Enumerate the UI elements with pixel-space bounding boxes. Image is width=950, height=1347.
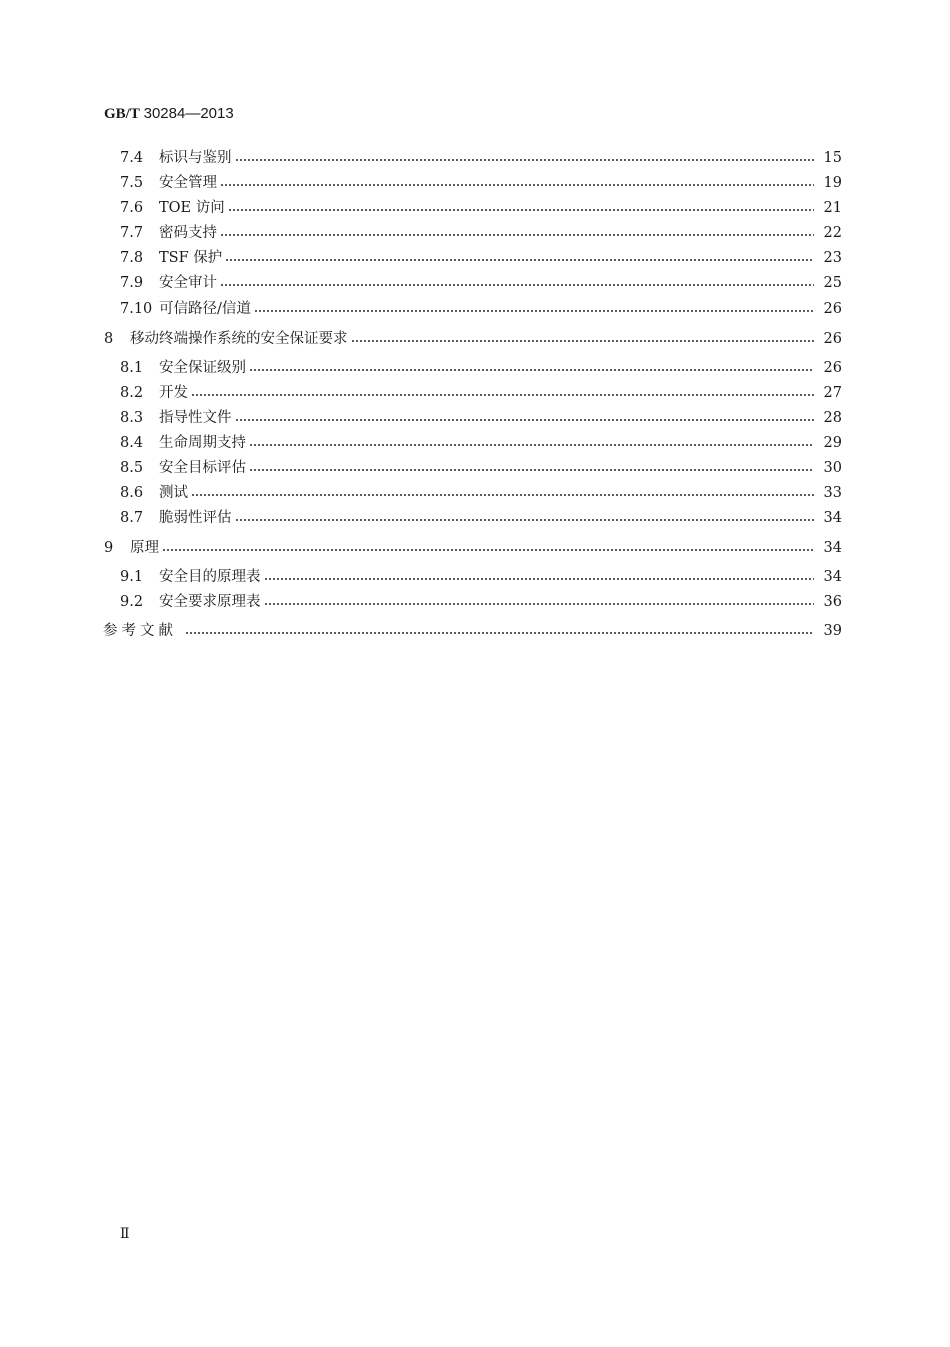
entry-title: 原理 [130, 540, 159, 556]
entry-title: 脆弱性评估 [159, 510, 232, 526]
leader-dots [235, 159, 815, 161]
leader-dots [249, 369, 814, 371]
entry-number: 8.1 [120, 360, 144, 376]
leader-dots [235, 419, 815, 421]
entry-page: 34 [823, 510, 842, 526]
entry-page: 21 [823, 200, 842, 216]
leader-dots [220, 234, 814, 236]
entry-title: 安全审计 [159, 275, 217, 291]
entry-page: 23 [823, 250, 842, 266]
leader-dots [264, 578, 815, 580]
entry-page: 33 [823, 485, 842, 501]
entry-number: 8 [104, 331, 114, 347]
toc-entry[interactable] [120, 566, 842, 588]
entry-page: 26 [823, 360, 842, 376]
entry-page: 28 [823, 410, 842, 426]
toc-entry[interactable] [120, 197, 842, 219]
standard-prefix: GB/T [104, 106, 140, 122]
toc-entry[interactable] [104, 537, 842, 559]
entry-page: 27 [823, 385, 842, 401]
toc-entry[interactable] [120, 172, 842, 194]
entry-title: 安全目的原理表 [159, 569, 261, 585]
leader-dots [249, 469, 814, 471]
toc-entry[interactable] [120, 482, 842, 504]
toc-entry[interactable] [120, 247, 842, 269]
toc-entry[interactable] [120, 407, 842, 429]
entry-page: 36 [823, 594, 842, 610]
entry-number: 8.6 [120, 485, 144, 501]
entry-number: 7.4 [120, 150, 144, 166]
toc-entry[interactable] [120, 457, 842, 479]
entry-number: 7.9 [120, 275, 144, 291]
toc-entry[interactable] [120, 591, 842, 613]
entry-title: 可信路径/信道 [159, 301, 251, 317]
toc-entry[interactable] [120, 298, 842, 320]
entry-page: 30 [823, 460, 842, 476]
entry-page: 19 [823, 175, 842, 191]
leader-dots [225, 259, 814, 261]
toc-entry[interactable] [120, 272, 842, 294]
entry-title: 参考文献 [103, 623, 177, 639]
toc-entry[interactable] [103, 620, 842, 642]
entry-title: 安全管理 [159, 175, 217, 191]
entry-page: 22 [823, 225, 842, 241]
leader-dots [191, 394, 814, 396]
entry-title: 安全目标评估 [159, 460, 246, 476]
toc-entry[interactable] [120, 222, 842, 244]
leader-dots [254, 310, 814, 312]
entry-number: 7.7 [120, 225, 144, 241]
entry-number: 7.10 [120, 301, 153, 317]
toc-entry[interactable] [120, 357, 842, 379]
entry-page: 26 [823, 301, 842, 317]
entry-number: 7.6 [120, 200, 144, 216]
standard-number: 30284—2013 [143, 105, 234, 122]
entry-page: 26 [823, 331, 842, 347]
leader-dots [228, 209, 814, 211]
entry-number: 9 [104, 540, 114, 556]
leader-dots [162, 549, 814, 551]
leader-dots [185, 632, 814, 634]
entry-title: 移动终端操作系统的安全保证要求 [130, 331, 348, 347]
entry-number: 8.3 [120, 410, 144, 426]
entry-number: 8.7 [120, 510, 144, 526]
entry-title: 开发 [159, 385, 188, 401]
entry-title: TSF 保护 [159, 250, 223, 266]
toc-entry[interactable] [120, 147, 842, 169]
entry-title: TOE 访问 [159, 200, 225, 216]
leader-dots [220, 184, 814, 186]
leader-dots [235, 519, 815, 521]
entry-page: 39 [823, 623, 842, 639]
entry-title: 标识与鉴别 [159, 150, 232, 166]
leader-dots [191, 494, 814, 496]
entry-page: 34 [823, 540, 842, 556]
entry-number: 8.2 [120, 385, 144, 401]
leader-dots [249, 444, 814, 446]
page-number: Ⅱ [120, 1226, 130, 1242]
entry-number: 8.5 [120, 460, 144, 476]
toc-entry[interactable] [120, 432, 842, 454]
entry-number: 8.4 [120, 435, 144, 451]
entry-page: 15 [823, 150, 842, 166]
entry-number: 7.5 [120, 175, 144, 191]
entry-number: 7.8 [120, 250, 144, 266]
entry-title: 测试 [159, 485, 188, 501]
entry-number: 9.1 [120, 569, 144, 585]
entry-page: 29 [823, 435, 842, 451]
entry-title: 生命周期支持 [159, 435, 246, 451]
leader-dots [351, 340, 815, 342]
entry-title: 指导性文件 [159, 410, 232, 426]
entry-page: 34 [823, 569, 842, 585]
toc-entry[interactable] [120, 382, 842, 404]
entry-page: 25 [823, 275, 842, 291]
entry-title: 安全保证级别 [159, 360, 246, 376]
entry-number: 9.2 [120, 594, 144, 610]
entry-title: 安全要求原理表 [159, 594, 261, 610]
toc-entry[interactable] [104, 328, 842, 350]
toc-entry[interactable] [120, 507, 842, 529]
entry-title: 密码支持 [159, 225, 217, 241]
document-header [104, 105, 234, 123]
leader-dots [264, 603, 815, 605]
leader-dots [220, 284, 814, 286]
